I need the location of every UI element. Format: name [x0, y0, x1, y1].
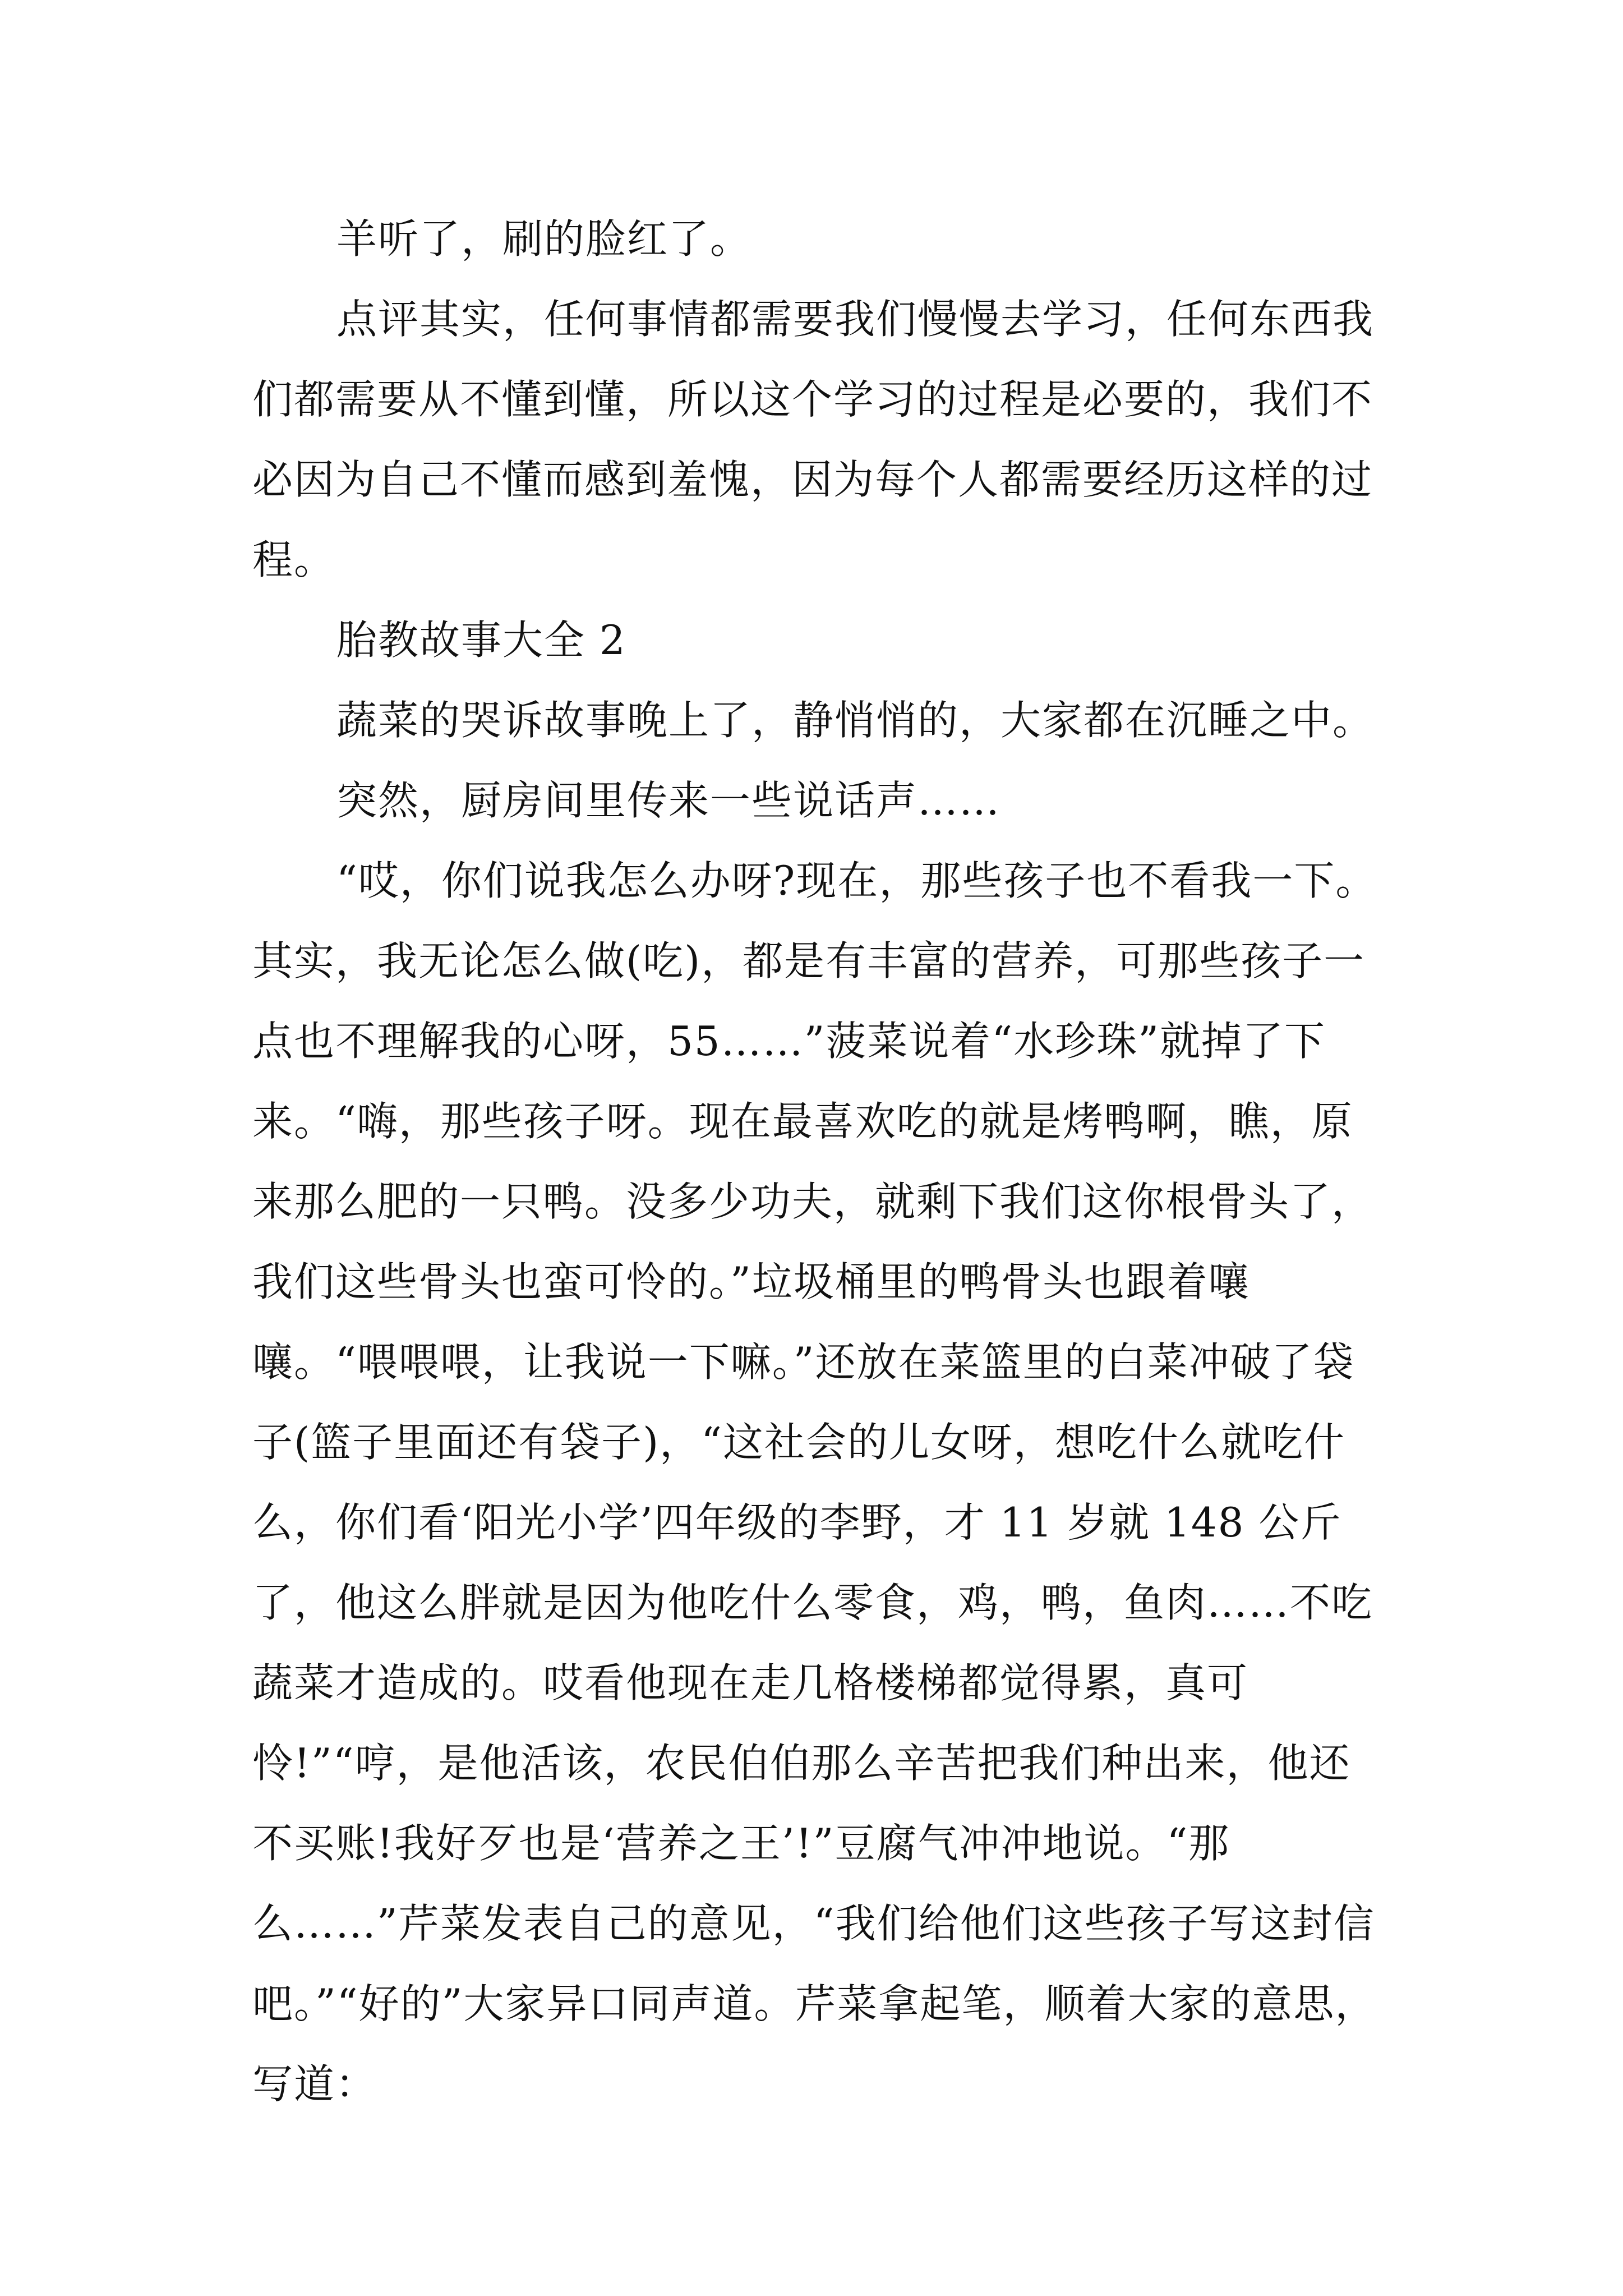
paragraph-5: “哎，你们说我怎么办呀?现在，那些孩子也不看我一下。其实，我无论怎么做(吃)，都是有丰富的营养，可那些孩子一点也不理解我的心呀，55……”菠菜说着“水珍珠”就掉了下来。“嗨，那些孩子呀。现在最喜欢吃的就是烤鸭啊，瞧，原来那么肥的一只鸭。没多少功夫，就剩下我们这你根骨头了，我们这些骨头也蛮可怜的。”垃圾桶里的鸭骨头也跟着嚷嚷。“喂喂喂，让我说一下嘛。”还放在菜篮里的白菜冲破了袋子(篮子里面还有袋子)，“这社会的儿女呀，想吃什么就吃什么，你们看‘阳光小学’四年级的李野，才 11 岁就 148 公斤了，他这么胖就是因为他吃什么零食，鸡，鸭，鱼肉……不吃蔬菜才造成的。哎看他现在走几格楼梯都觉得累，真可怜!”“哼，是他活该，农民伯伯那么辛苦把我们种出来，他还不买账!我好歹也是‘营养之王’!”豆腐气冲冲地说。“那么……”芹菜发表自己的意见，“我们给他们这些孩子写这封信吧。”“好的”大家异口同声道。芹菜拿起笔，顺着大家的意思，写道：	[252, 857, 1377, 2108]
paragraph-1: 羊听了，刷的脸红了。	[336, 215, 752, 263]
paragraph-3: 蔬菜的哭诉故事晚上了，静悄悄的，大家都在沉睡之中。	[336, 697, 1375, 744]
document-body	[252, 199, 1385, 2124]
section-heading: 胎教故事大全 2	[336, 616, 626, 664]
paragraph-2: 点评其实，任何事情都需要我们慢慢去学习，任何东西我们都需要从不懂到懂，所以这个学习的过程是必要的，我们不必因为自己不懂而感到羞愧，因为每个人都需要经历这样的过程。	[252, 296, 1375, 583]
paragraph-4: 突然，厨房间里传来一些说话声……	[336, 777, 1001, 824]
